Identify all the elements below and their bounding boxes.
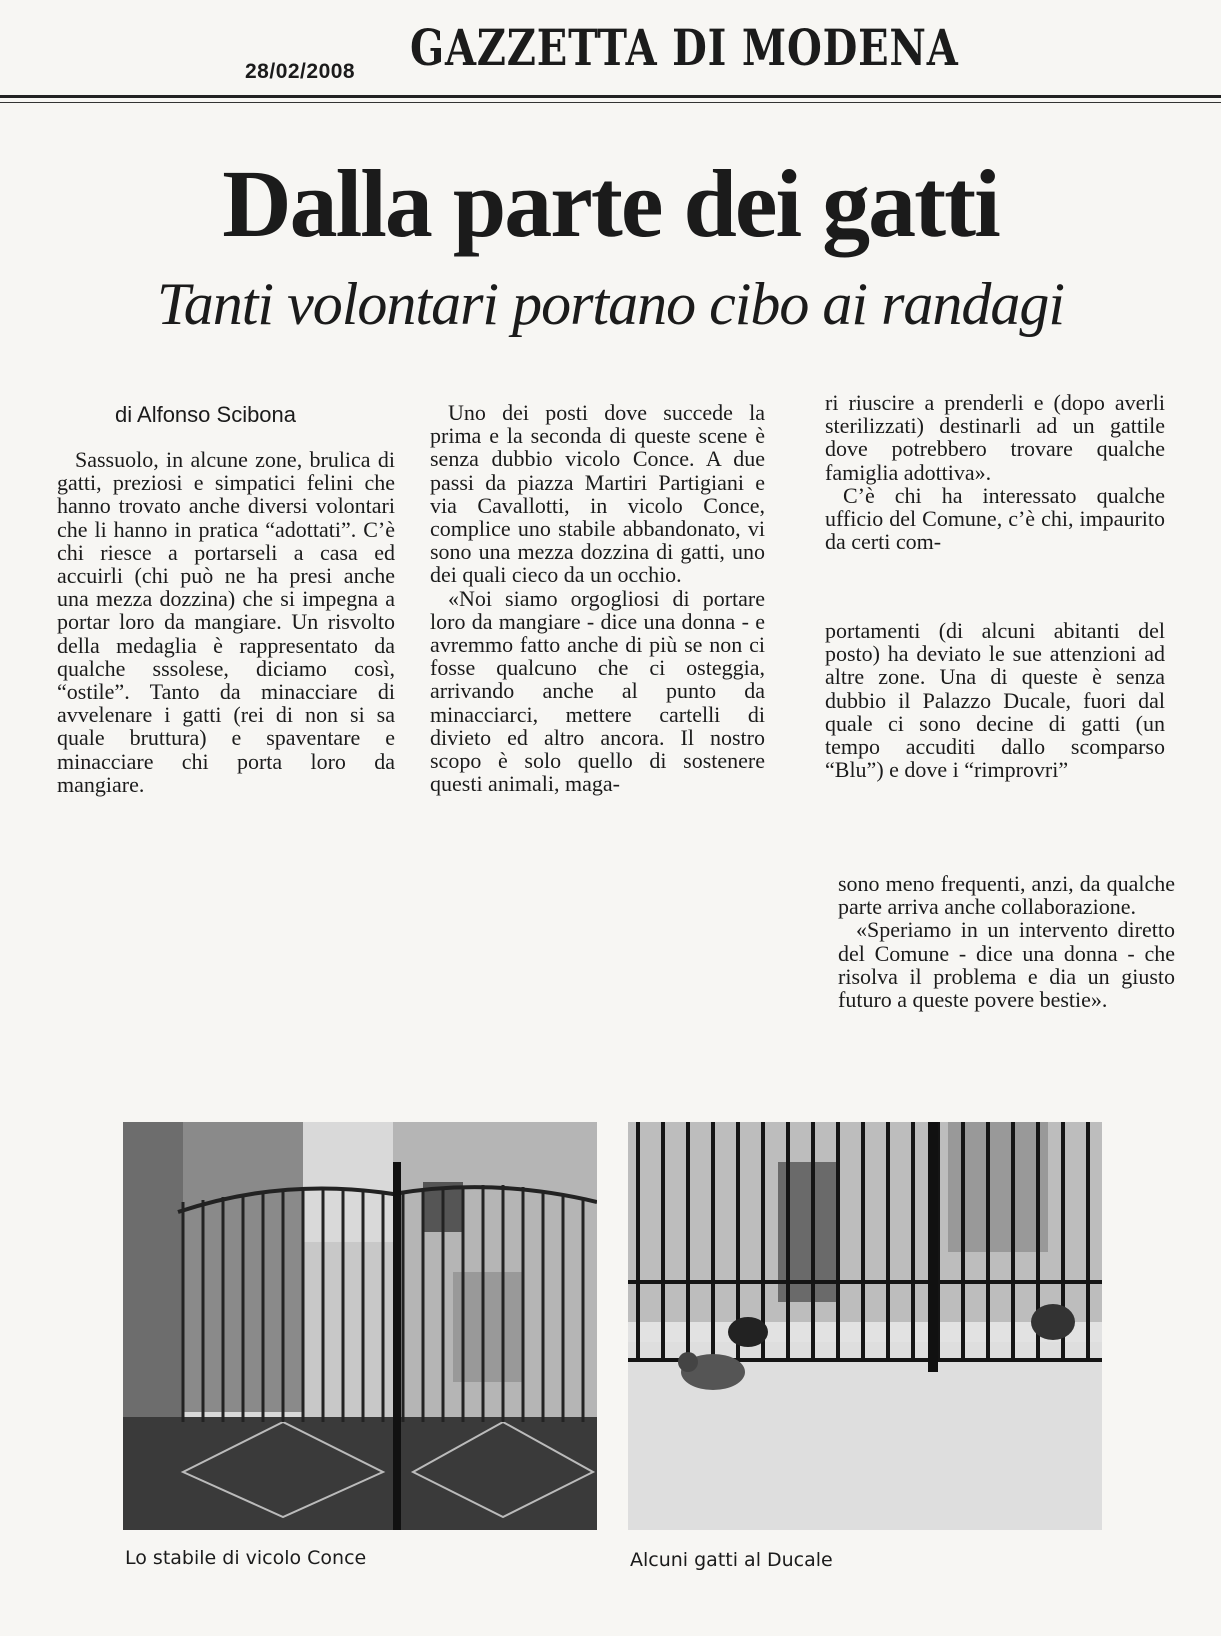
header-rule-thick: [0, 95, 1221, 98]
photo-caption-2: Alcuni gatti al Ducale: [630, 1549, 833, 1571]
photo-caption-1: Lo stabile di vicolo Conce: [125, 1547, 367, 1569]
article-headline: Dalla parte dei gatti: [222, 150, 999, 257]
article-column-3-top: [825, 391, 1165, 553]
article-byline: di Alfonso Scibona: [115, 402, 297, 427]
newspaper-masthead: GAZZETTA DI MODENA: [410, 18, 959, 77]
paragraph: Sassuolo, in alcune zone, brulica di gatti, preziosi e simpatici felini che hanno trovato anche diversi volontari che li hanno in pratica “adottati”. C’è chi riesce a portarseli a casa ed accuirli (chi può ne ha presi anche una mezza dozzina) che si impegna a portar loro da mangiare. Un risvolto della medaglia è rappresentato da qualche sssolese, diciamo così, “ostile”. Tanto da minacciare di avvelenare i gatti (rei di non si sa quale bruttura) e spaventare e minacciare chi porta loro da mangiare.: [57, 447, 395, 797]
publication-date: 28/02/2008: [245, 60, 356, 83]
paragraph: Uno dei posti dove succede la prima e la seconda di queste scene è senza dubbio vicolo Conce. A due passi da piazza Martiri Partigiani e via Cavallotti, in vicolo Conce, complice uno stabile abbandonato, vi sono una mezza dozzina di gatti, uno dei quali cieco da un occhio.: [430, 400, 765, 588]
article-column-3-bottom: [838, 872, 1175, 1011]
paragraph: «Speriamo in un intervento diretto del Comune - dice una donna - che risolva il problema e dia un giusto futuro a queste povere bestie».: [838, 917, 1175, 1013]
paragraph: C’è chi ha interessato qualche ufficio del Comune, c’è chi, impaurito da certi com-: [825, 482, 1165, 555]
photo-gatti-ducale: [628, 1122, 1102, 1530]
paragraph: portamenti (di alcuni abitanti del posto) ha deviato le sue attenzioni ad altre zone. Una di queste è senza dubbio il Palazzo Ducale, fuori dal quale ci sono decine di gatti (un tempo accuditi dallo scomparso “Blu”) e dove i “rimprovri”: [825, 618, 1165, 783]
article-column-1: [57, 448, 395, 796]
paragraph: «Noi siamo orgogliosi di portare loro da mangiare - dice una donna - e avremmo fatto anche di più se non ci fosse qualcuno che ci osteggia, arrivando anche al punto da minacciarci, mettere cartelli di divieto ed altro ancora. Il nostro scopo è solo quello di sostenere questi animali, maga-: [430, 585, 765, 797]
gate-building-image: [123, 1122, 597, 1530]
article-column-3-middle: [825, 619, 1165, 781]
paragraph: ri riuscire a prenderli e (dopo averli sterilizzati) destinarli ad un gattile dove potrebbero trovare qualche famiglia adottiva».: [825, 390, 1165, 485]
article-subheadline: Tanti volontari portano cibo ai randagi: [156, 271, 1065, 337]
photo-vicolo-conce: [123, 1122, 597, 1530]
header-rule-thin: [0, 102, 1221, 103]
paragraph: sono meno frequenti, anzi, da qualche parte arriva anche collaborazione.: [838, 871, 1175, 920]
cats-gate-image: [628, 1122, 1102, 1530]
article-column-2: [430, 401, 765, 795]
